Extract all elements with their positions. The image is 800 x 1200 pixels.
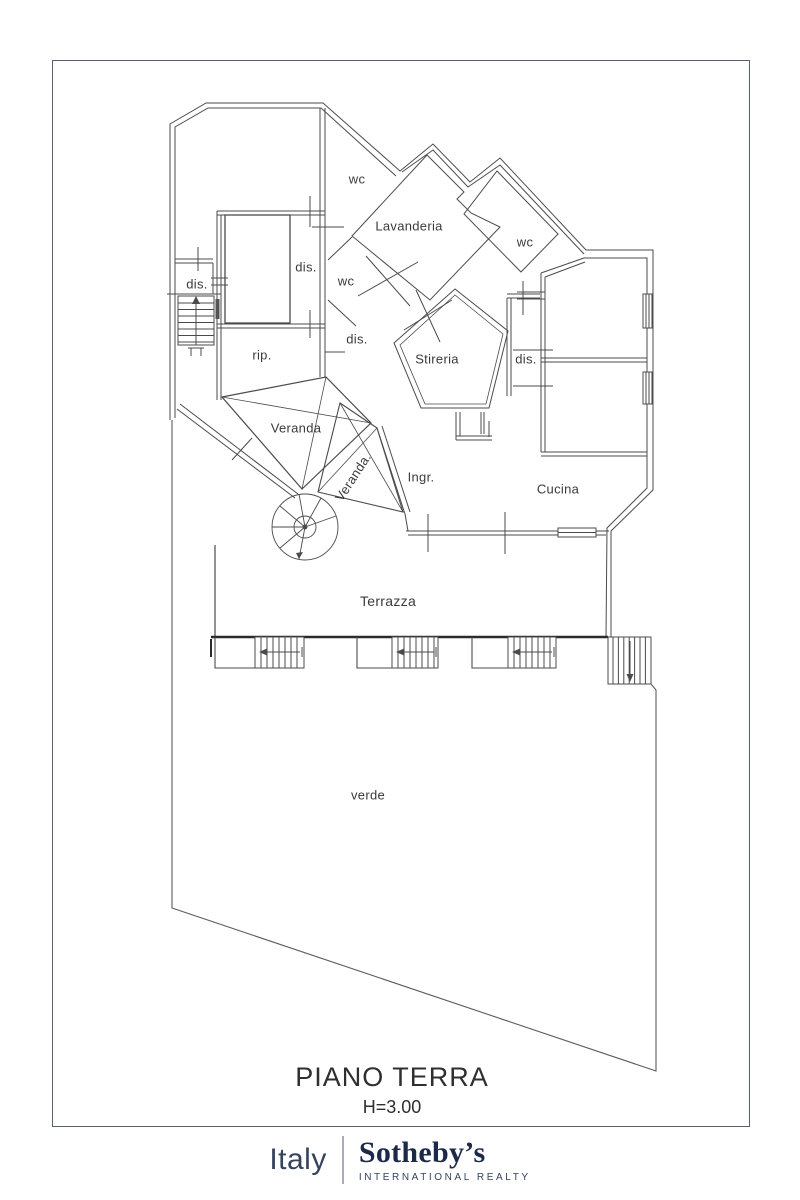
- brand-country: Italy: [269, 1143, 327, 1176]
- room-label: Veranda: [270, 420, 322, 436]
- plan-title: PIANO TERRA: [295, 1062, 489, 1092]
- right-rooms-walls: [513, 281, 652, 456]
- stair-arrow: [296, 552, 303, 559]
- stireria-walls: [358, 256, 508, 408]
- room-label: dis.: [515, 351, 537, 367]
- door-ticks: [198, 196, 489, 437]
- room-label: dis.: [295, 259, 317, 275]
- veranda-walls: [177, 377, 403, 512]
- room-label: verde: [350, 787, 386, 803]
- room-label: dis.: [186, 276, 208, 292]
- staircase-left: [178, 296, 220, 356]
- room-label: Lavanderia: [375, 218, 443, 234]
- room-label: Cucina: [536, 481, 580, 497]
- room-label: wc: [516, 234, 534, 250]
- exterior-walls: [170, 103, 653, 637]
- room-label: rip.: [252, 347, 272, 363]
- brand-divider: [342, 1136, 344, 1184]
- topleft-rooms-walls: [167, 108, 325, 400]
- window: [643, 372, 652, 404]
- spiral-staircase: [272, 494, 338, 560]
- room-label: dis.: [346, 331, 368, 347]
- room-label: Veranda.: [331, 450, 375, 504]
- window: [643, 294, 652, 328]
- brand-subtitle: INTERNATIONAL REALTY: [358, 1171, 531, 1183]
- plan-height-note: H=3.00: [362, 1097, 422, 1117]
- room-label: wc: [348, 171, 366, 187]
- brand-footer: [0, 1136, 800, 1184]
- room-label: Terrazza: [359, 593, 417, 609]
- room-label: Stireria: [415, 351, 459, 367]
- stair-up-arrow: [192, 296, 200, 304]
- room-label: wc: [337, 273, 355, 289]
- room-label: Ingr.: [407, 469, 435, 485]
- terrace-stairs: [255, 637, 651, 684]
- window-bar: [216, 299, 220, 319]
- brand-name: Sotheby’s: [358, 1136, 486, 1170]
- garden-boundary: [172, 420, 656, 1071]
- door-swing-lines: [358, 256, 418, 306]
